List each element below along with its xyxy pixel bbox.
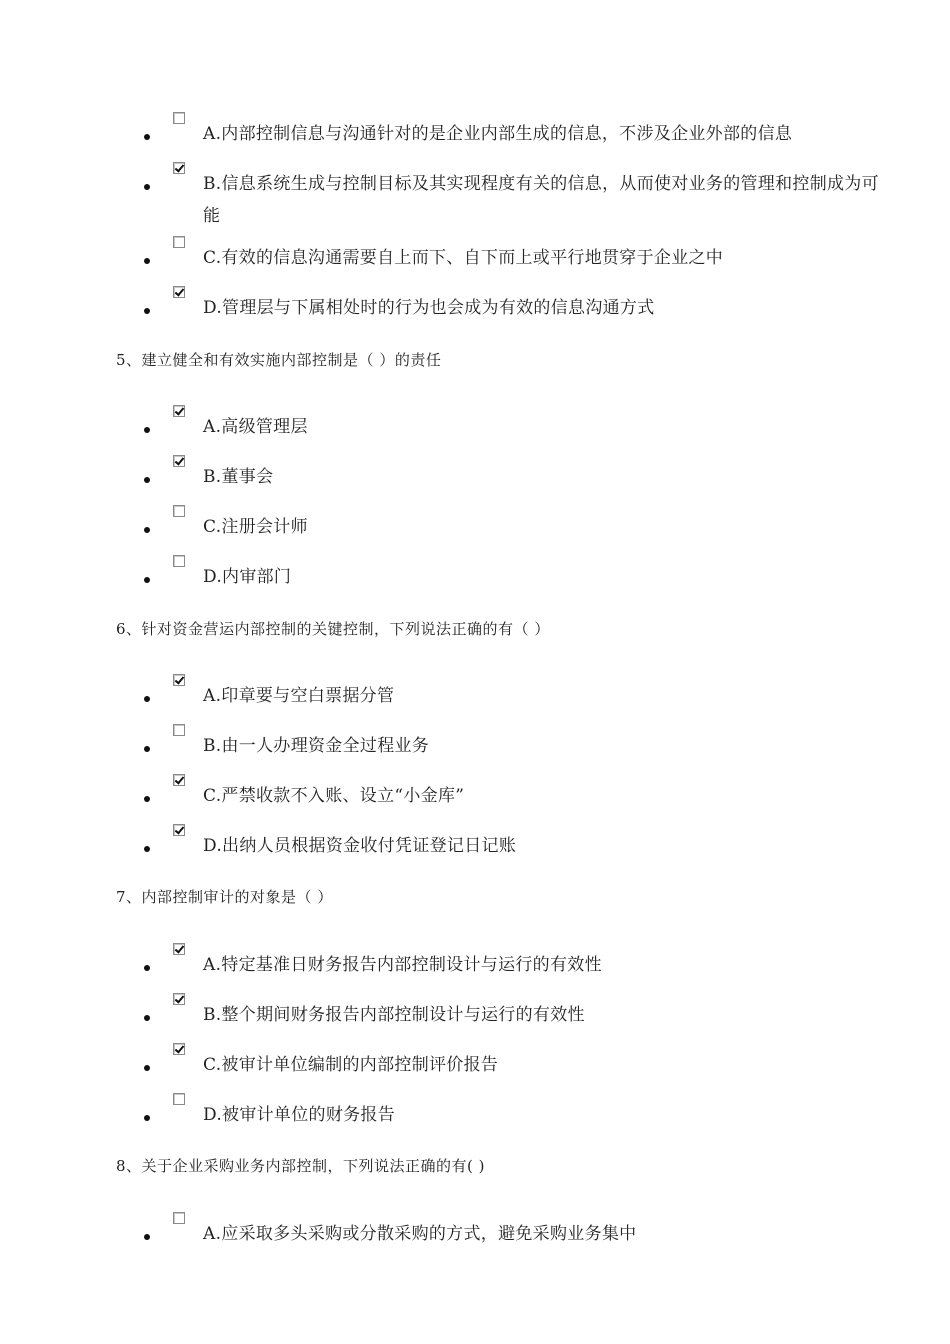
option-text: A.特定基准日财务报告内部控制设计与运行的有效性 [203,955,602,975]
option-text: A.印章要与空白票据分管 [203,686,395,706]
option-text: B.信息系统生成与控制目标及其实现程度有关的信息，从而使对业务的管理和控制成为可能 [203,174,879,226]
bullet-icon [144,308,150,314]
checkbox-icon[interactable] [173,674,185,686]
option-text: C.注册会计师 [203,517,308,537]
checkbox-icon[interactable] [173,724,185,736]
checkbox-icon[interactable] [173,162,185,174]
q6-option-c [0,774,950,824]
checkbox-icon[interactable] [173,112,185,124]
bullet-icon [144,696,150,702]
option-text: A.应采取多头采购或分散采购的方式，避免采购业务集中 [203,1224,637,1244]
bullet-icon [144,527,150,533]
bullet-icon [144,134,150,140]
bullet-icon [144,1234,150,1240]
option-text: D.被审计单位的财务报告 [203,1105,396,1125]
q4-option-a [0,112,950,162]
checkbox-icon[interactable] [173,824,185,836]
option-text: A.内部控制信息与沟通针对的是企业内部生成的信息，不涉及企业外部的信息 [203,124,793,144]
q4-options [0,112,950,336]
question-6: 6、针对资金营运内部控制的关键控制，下列说法正确的有（ ） [116,620,550,638]
checkbox-icon[interactable] [173,993,185,1005]
bullet-icon [144,477,150,483]
q6-option-a [0,674,950,724]
option-text: B.董事会 [203,467,274,487]
checkbox-icon[interactable] [173,505,185,517]
bullet-icon [144,258,150,264]
option-text: D.管理层与下属相处时的行为也会成为有效的信息沟通方式 [203,298,655,318]
checkbox-icon[interactable] [173,405,185,417]
option-text: C.被审计单位编制的内部控制评价报告 [203,1055,499,1075]
bullet-icon [144,1115,150,1121]
option-text: B.由一人办理资金全过程业务 [203,736,430,756]
q6-options [0,674,950,874]
option-text: D.内审部门 [203,567,292,587]
q7-option-c [0,1043,950,1093]
q5-option-b [0,455,950,505]
checkbox-icon[interactable] [173,774,185,786]
option-text: D.出纳人员根据资金收付凭证登记日记账 [203,836,517,856]
q7-options [0,943,950,1143]
q4-option-d [0,286,950,336]
checkbox-icon[interactable] [173,1043,185,1055]
q4-option-b [0,162,950,236]
bullet-icon [144,1065,150,1071]
bullet-icon [144,1015,150,1021]
option-text: C.严禁收款不入账、设立“小金库” [203,786,465,806]
question-5: 5、建立健全和有效实施内部控制是（ ）的责任 [116,351,442,369]
checkbox-icon[interactable] [173,555,185,567]
checkbox-icon[interactable] [173,455,185,467]
q5-option-a [0,405,950,455]
q5-option-c [0,505,950,555]
checkbox-icon[interactable] [173,286,185,298]
checkbox-icon[interactable] [173,236,185,248]
q7-option-b [0,993,950,1043]
option-text: B.整个期间财务报告内部控制设计与运行的有效性 [203,1005,585,1025]
bullet-icon [144,746,150,752]
question-7: 7、内部控制审计的对象是（ ） [116,888,333,906]
option-text: C.有效的信息沟通需要自上而下、自下而上或平行地贯穿于企业之中 [203,248,724,268]
q7-option-a [0,943,950,993]
checkbox-icon[interactable] [173,943,185,955]
option-text: A.高级管理层 [203,417,308,437]
q6-option-b [0,724,950,774]
bullet-icon [144,427,150,433]
bullet-icon [144,796,150,802]
q5-option-d [0,555,950,605]
q5-options [0,405,950,605]
q7-option-d [0,1093,950,1143]
bullet-icon [144,184,150,190]
q6-option-d [0,824,950,874]
bullet-icon [144,846,150,852]
q8-option-a [0,1212,950,1262]
q8-options [0,1212,950,1262]
q4-option-c [0,236,950,286]
checkbox-icon[interactable] [173,1093,185,1105]
checkbox-icon[interactable] [173,1212,185,1224]
question-8: 8、关于企业采购业务内部控制，下列说法正确的有( ) [116,1157,486,1175]
bullet-icon [144,965,150,971]
bullet-icon [144,577,150,583]
